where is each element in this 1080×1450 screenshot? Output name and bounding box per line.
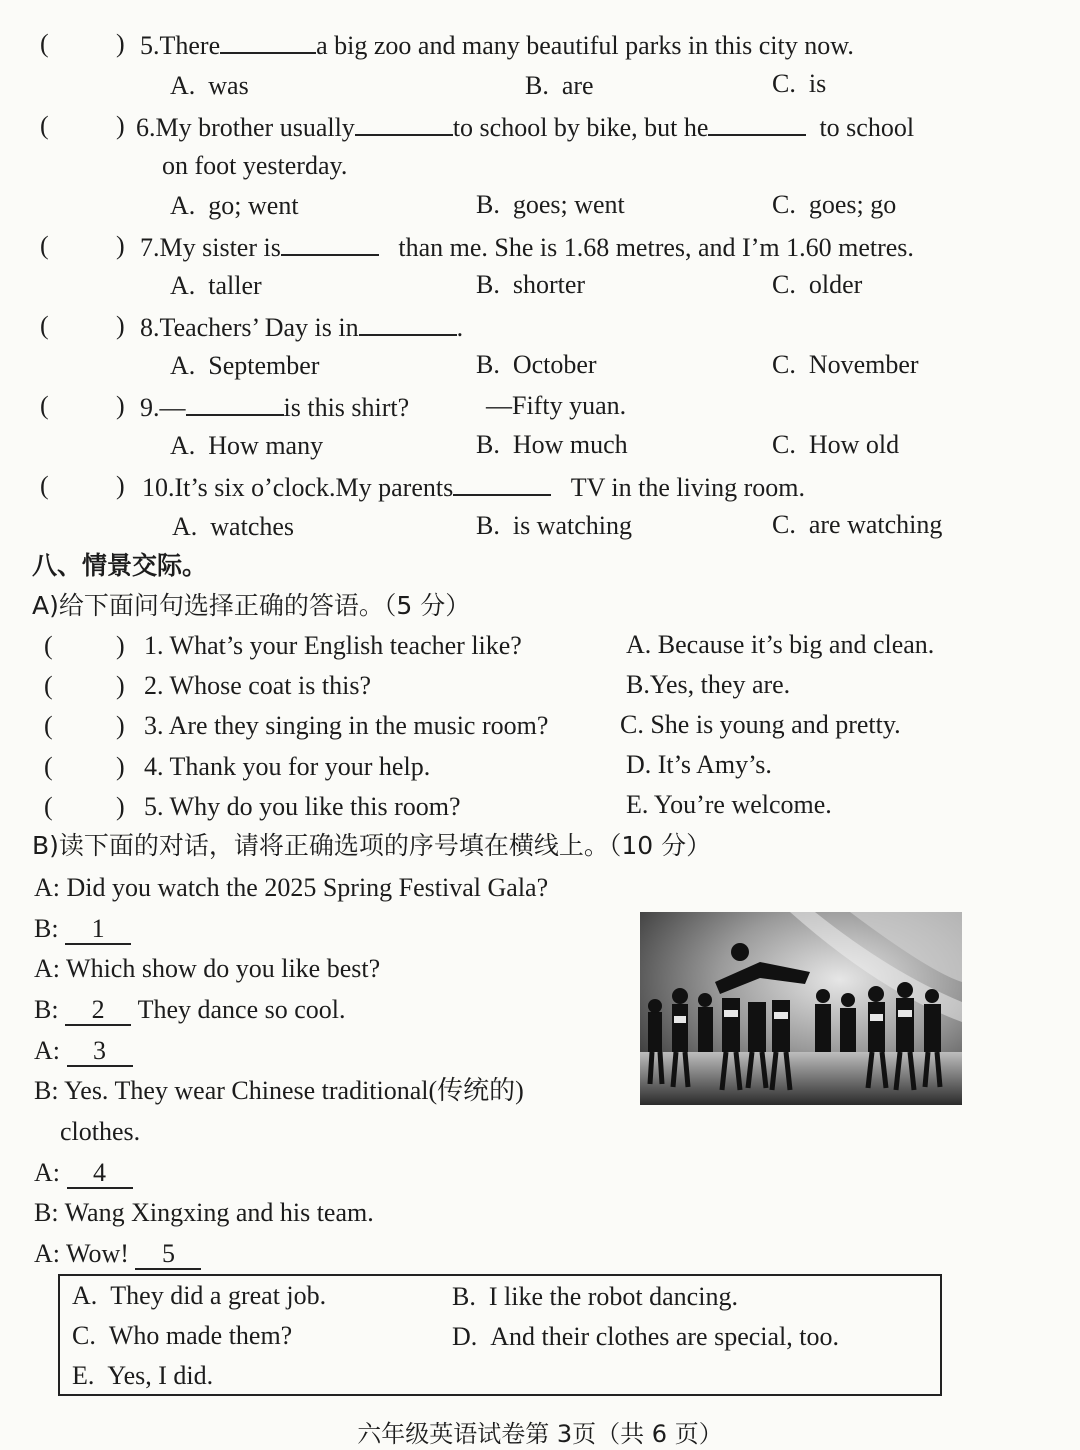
- matching-answer: A. Because it’s big and clean.: [626, 630, 935, 659]
- question-8: 8.Teachers’ Day is in .: [140, 310, 463, 344]
- dialogue-line: A: Wow! 5: [34, 1238, 201, 1270]
- answer-blank[interactable]: 2: [65, 996, 131, 1026]
- answer-paren-open[interactable]: (: [44, 752, 53, 781]
- answer-paren-close: ): [116, 391, 125, 420]
- fill-blank[interactable]: [708, 110, 806, 136]
- question-6: 6.My brother usually to school by bike, but he to school: [136, 110, 914, 144]
- option-a[interactable]: A. How many: [170, 431, 324, 460]
- option-c[interactable]: C. goes; go: [772, 190, 897, 219]
- dance-performance-photo: [640, 912, 962, 1105]
- matching-question: 5. Why do you like this room?: [144, 792, 461, 821]
- option-a[interactable]: A. watches: [172, 512, 295, 541]
- answer-paren-close: ): [116, 111, 125, 140]
- answer-paren-close: ): [116, 311, 125, 340]
- answer-paren-close: ): [116, 671, 125, 700]
- dialogue-line: A: Did you watch the 2025 Spring Festival Gala?: [34, 873, 549, 902]
- dialogue-line: A: 4: [34, 1157, 133, 1189]
- answer-paren-close: ): [116, 792, 125, 821]
- fill-blank[interactable]: [186, 390, 284, 416]
- dialogue-line: B: Wang Xingxing and his team.: [34, 1198, 374, 1227]
- answer-paren-close: ): [116, 711, 125, 740]
- option-c[interactable]: C. How old: [772, 430, 900, 459]
- fill-blank[interactable]: [355, 110, 453, 136]
- question-text: There: [159, 31, 221, 60]
- fill-blank[interactable]: [453, 470, 551, 496]
- answer-paren-close: ): [116, 752, 125, 781]
- fill-blank[interactable]: [359, 310, 457, 336]
- answer-paren-open[interactable]: (: [40, 311, 49, 340]
- matching-question: 4. Thank you for your help.: [144, 752, 431, 781]
- matching-answer: E. You’re welcome.: [626, 790, 832, 819]
- answer-paren-open[interactable]: (: [44, 671, 53, 700]
- page-footer: 六年级英语试卷第 3页（共 6 页）: [357, 1420, 723, 1448]
- answer-blank[interactable]: 3: [67, 1037, 133, 1067]
- answer-paren-open[interactable]: (: [40, 471, 49, 500]
- question-9: 9.— is this shirt?: [140, 390, 409, 424]
- option-item: C. Who made them?: [72, 1321, 293, 1350]
- answer-blank[interactable]: 5: [135, 1240, 201, 1270]
- answer-paren-open[interactable]: (: [40, 391, 49, 420]
- answer-paren-close: ): [116, 631, 125, 660]
- answer-paren-open[interactable]: (: [40, 111, 49, 140]
- dialogue-line: B: 2 They dance so cool.: [34, 995, 346, 1024]
- answer-blank[interactable]: 4: [67, 1159, 133, 1189]
- option-b[interactable]: B. shorter: [476, 270, 586, 299]
- answer-paren-open[interactable]: (: [40, 29, 49, 58]
- matching-question: 3. Are they singing in the music room?: [144, 711, 549, 740]
- answer-paren-close: ): [116, 29, 125, 58]
- option-c[interactable]: C. is: [772, 69, 827, 98]
- section-title: 八、情景交际。: [32, 551, 208, 580]
- option-a[interactable]: A. taller: [170, 271, 262, 300]
- question-text: a big zoo and many beautiful parks in this city now.: [316, 31, 854, 60]
- matching-answer: B.Yes, they are.: [626, 670, 791, 699]
- matching-answer: D. It’s Amy’s.: [626, 750, 772, 779]
- option-item: E. Yes, I did.: [72, 1361, 214, 1390]
- option-b[interactable]: B. is watching: [476, 511, 632, 540]
- option-c[interactable]: C. older: [772, 270, 863, 299]
- question-7: 7.My sister is than me. She is 1.68 metres, and I’m 1.60 metres.: [140, 230, 914, 264]
- option-item: D. And their clothes are special, too.: [452, 1322, 839, 1351]
- answer-blank[interactable]: 1: [65, 915, 131, 945]
- matching-answer: C. She is young and pretty.: [620, 710, 901, 739]
- fill-blank[interactable]: [220, 28, 316, 54]
- answer-paren-close: ): [116, 471, 125, 500]
- dialogue-line: A: 3: [34, 1035, 133, 1067]
- option-a[interactable]: A. September: [170, 351, 320, 380]
- option-b[interactable]: B. are: [525, 71, 594, 100]
- question-5: [140, 28, 854, 62]
- option-b[interactable]: B. October: [476, 350, 597, 379]
- answer-paren-open[interactable]: (: [44, 792, 53, 821]
- answer-paren-open[interactable]: (: [44, 711, 53, 740]
- option-item: A. They did a great job.: [72, 1281, 327, 1310]
- option-b[interactable]: B. How much: [476, 430, 628, 459]
- dialogue-line: B: 1: [34, 913, 131, 945]
- option-c[interactable]: C. are watching: [772, 510, 943, 539]
- answer-paren-open[interactable]: (: [40, 231, 49, 260]
- question-6-continued: on foot yesterday.: [162, 151, 348, 180]
- option-a[interactable]: A. go; went: [170, 191, 299, 220]
- part-a-instruction: A)给下面问句选择正确的答语。（5 分）: [32, 591, 471, 620]
- question-number: 5.: [140, 31, 160, 60]
- option-a[interactable]: A. was: [170, 71, 249, 100]
- answer-paren-open[interactable]: (: [44, 631, 53, 660]
- option-c[interactable]: C. November: [772, 350, 919, 379]
- matching-question: 1. What’s your English teacher like?: [144, 631, 522, 660]
- option-item: B. I like the robot dancing.: [452, 1282, 738, 1311]
- dialogue-line: A: Which show do you like best?: [34, 954, 381, 983]
- matching-question: 2. Whose coat is this?: [144, 671, 371, 700]
- question-9-answer: —Fifty yuan.: [486, 391, 627, 420]
- dialogue-line: clothes.: [60, 1117, 141, 1146]
- option-b[interactable]: B. goes; went: [476, 190, 625, 219]
- fill-blank[interactable]: [281, 230, 379, 256]
- dialogue-line: B: Yes. They wear Chinese traditional(传统的): [34, 1076, 524, 1105]
- part-b-instruction: B)读下面的对话，请将正确选项的序号填在横线上。（10 分）: [32, 831, 712, 860]
- question-10: 10.It’s six o’clock.My parents TV in the living room.: [142, 470, 805, 504]
- answer-paren-close: ): [116, 231, 125, 260]
